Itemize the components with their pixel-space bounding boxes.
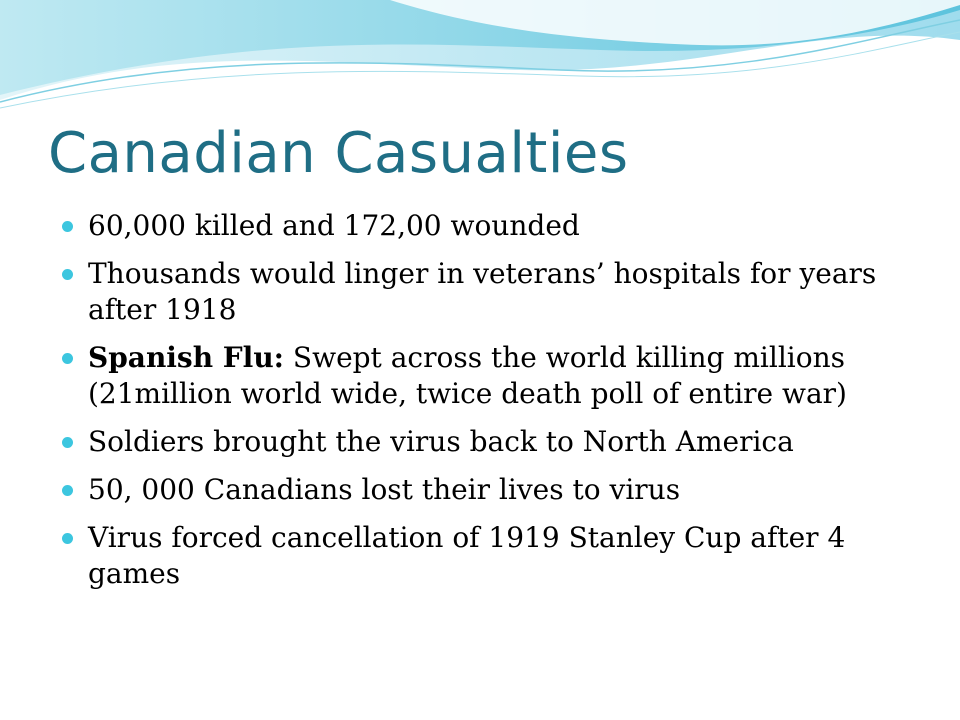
bullet-bold-text: Spanish Flu: bbox=[88, 341, 285, 374]
slide-title: Canadian Casualties bbox=[48, 121, 629, 186]
bullet-list bbox=[60, 208, 920, 604]
header-wave-decoration bbox=[0, 0, 960, 120]
bullet-dot-icon bbox=[62, 269, 73, 280]
bullet-dot-icon bbox=[62, 437, 73, 448]
bullet-text: Virus forced cancellation of 1919 Stanley Cup after 4 games bbox=[88, 521, 846, 590]
bullet-dot-icon bbox=[62, 533, 73, 544]
bullet-item bbox=[60, 472, 920, 508]
bullet-item bbox=[60, 340, 920, 412]
bullet-text: 60,000 killed and 172,00 wounded bbox=[88, 209, 580, 242]
bullet-text: 50, 000 Canadians lost their lives to virus bbox=[88, 473, 681, 506]
bullet-item bbox=[60, 424, 920, 460]
bullet-text: Soldiers brought the virus back to North America bbox=[88, 425, 794, 458]
bullet-text: Thousands would linger in veterans’ hospitals for years after 1918 bbox=[88, 257, 877, 326]
bullet-dot-icon bbox=[62, 485, 73, 496]
bullet-text: Swept across the world killing millions (21million world wide, twice death poll of entire war) bbox=[88, 341, 847, 410]
bullet-dot-icon bbox=[62, 353, 73, 364]
bullet-item bbox=[60, 520, 920, 592]
bullet-dot-icon bbox=[62, 221, 73, 232]
bullet-item bbox=[60, 256, 920, 328]
bullet-item bbox=[60, 208, 920, 244]
